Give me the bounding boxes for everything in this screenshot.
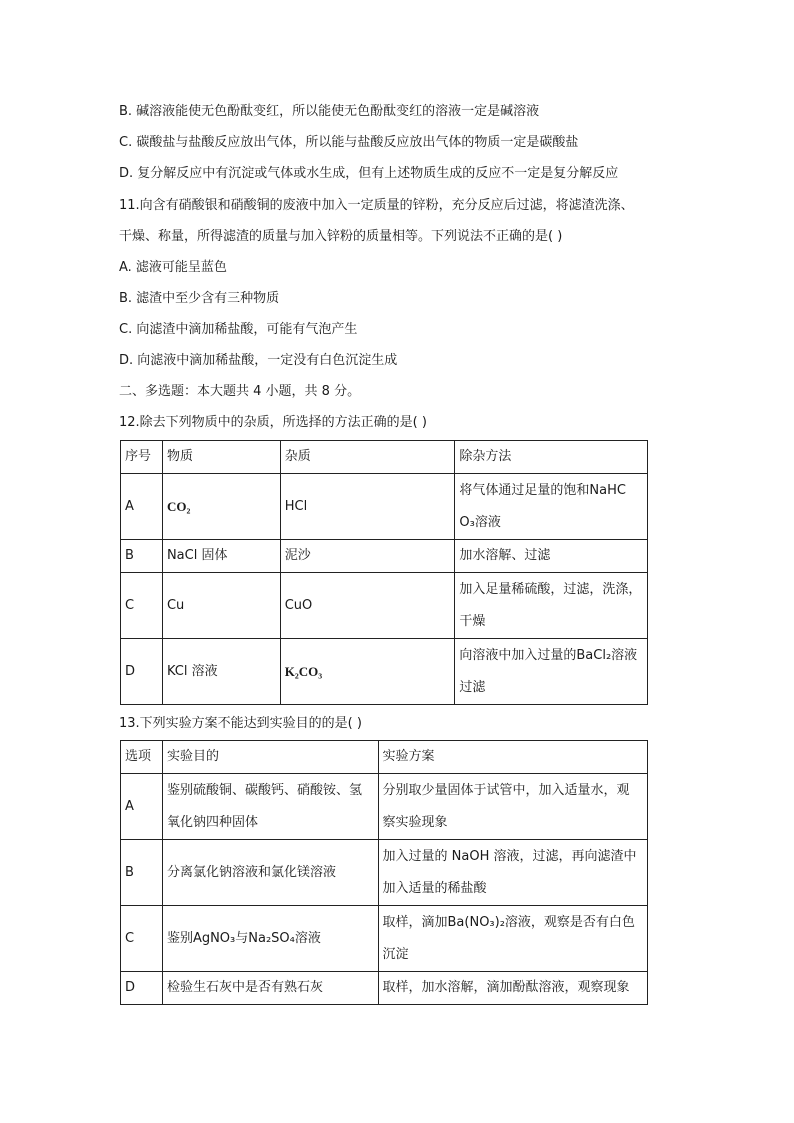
table-row: [121, 906, 648, 972]
option-id: A: [121, 474, 163, 540]
q10-option-c: C. 碳酸盐与盐酸反应放出气体，所以能与盐酸反应放出气体的物质一定是碳酸盐: [119, 135, 579, 150]
table-row: [121, 474, 648, 540]
section-heading: 二、多选题：本大题共 4 小题，共 8 分。: [119, 384, 361, 399]
method-line: 向溶液中加入过量的BaCl₂溶液: [459, 647, 638, 663]
header-cell: 选项: [121, 741, 163, 774]
impurity-cell: 泥沙: [280, 540, 455, 573]
q12-table: [120, 440, 648, 705]
impurity-cell: CuO: [280, 573, 455, 639]
header-cell: 杂质: [280, 441, 455, 474]
q11-option-d: D. 向滤液中滴加稀盐酸，一定没有白色沉淀生成: [119, 353, 398, 368]
substance-cell: CO₂: [162, 474, 280, 540]
table-header-row: [121, 741, 648, 774]
substance-cell: KCl 溶液: [162, 639, 280, 705]
plan-cell: [378, 840, 647, 906]
substance-cell: Cu: [162, 573, 280, 639]
q10-option-b: B. 碱溶液能使无色酚酞变红，所以能使无色酚酞变红的溶液一定是碱溶液: [119, 104, 540, 119]
header-cell: 除杂方法: [455, 441, 648, 474]
method-line: 干燥: [459, 613, 486, 629]
table-row: [121, 774, 648, 840]
substance-cell: NaCl 固体: [162, 540, 280, 573]
plan-cell: [378, 906, 647, 972]
impurity-cell: HCl: [280, 474, 455, 540]
q11-option-b: B. 滤渣中至少含有三种物质: [119, 291, 280, 306]
method-line: 过滤: [459, 679, 486, 695]
goal-cell: [162, 774, 378, 840]
q11-option-a: A. 滤液可能呈蓝色: [119, 260, 227, 275]
q10-option-d: D. 复分解反应中有沉淀或气体或水生成，但有上述物质生成的反应不一定是复分解反应: [119, 166, 619, 181]
option-id: D: [121, 972, 163, 1005]
q11-stem-line2: 干燥、称量，所得滤渣的质量与加入锌粉的质量相等。下列说法不正确的是( ): [119, 229, 563, 244]
goal-cell: 分离氯化钠溶液和氯化镁溶液: [162, 840, 378, 906]
q11-stem-line1: 11.向含有硝酸银和硝酸铜的废液中加入一定质量的锌粉，充分反应后过滤，将滤渣洗涤、: [119, 198, 634, 213]
method-line: 将气体通过足量的饱和NaHC: [459, 482, 626, 498]
option-id: A: [121, 774, 163, 840]
plan-cell: [378, 774, 647, 840]
goal-cell: 鉴别AgNO₃与Na₂SO₄溶液: [162, 906, 378, 972]
table-row: [121, 639, 648, 705]
header-cell: 实验目的: [162, 741, 378, 774]
table-row: [121, 573, 648, 639]
method-cell: [455, 573, 648, 639]
option-id: D: [121, 639, 163, 705]
q13-table: [120, 740, 648, 1005]
plan-line: 察实验现象: [382, 814, 448, 830]
plan-line: 加入过量的 NaOH 溶液，过滤，再向滤渣中: [382, 848, 637, 864]
goal-line: 氧化钠四种固体: [166, 814, 258, 830]
header-cell: 序号: [121, 441, 163, 474]
q13-stem: 13.下列实验方案不能达到实验目的的是( ): [119, 716, 362, 731]
table-row: [121, 972, 648, 1005]
plan-line: 分别取少量固体于试管中，加入适量水，观: [382, 782, 630, 798]
header-cell: 物质: [162, 441, 280, 474]
option-id: C: [121, 573, 163, 639]
method-cell: 加水溶解、过滤: [455, 540, 648, 573]
impurity-cell: K₂CO₃: [280, 639, 455, 705]
q12-stem: 12.除去下列物质中的杂质，所选择的方法正确的是( ): [119, 415, 427, 430]
method-line: O₃溶液: [459, 514, 501, 530]
header-cell: 实验方案: [378, 741, 647, 774]
option-id: B: [121, 540, 163, 573]
plan-line: 取样，滴加Ba(NO₃)₂溶液，观察是否有白色: [382, 914, 635, 930]
goal-line: 鉴别硫酸铜、碳酸钙、硝酸铵、氢: [166, 782, 362, 798]
table-row: [121, 540, 648, 573]
table-header-row: [121, 441, 648, 474]
plan-line: 加入适量的稀盐酸: [382, 880, 487, 896]
q11-option-c: C. 向滤渣中滴加稀盐酸，可能有气泡产生: [119, 322, 358, 337]
plan-cell: 取样，加水溶解，滴加酚酞溶液，观察现象: [378, 972, 647, 1005]
method-cell: [455, 474, 648, 540]
goal-cell: 检验生石灰中是否有熟石灰: [162, 972, 378, 1005]
option-id: C: [121, 906, 163, 972]
option-id: B: [121, 840, 163, 906]
table-row: [121, 840, 648, 906]
method-line: 加入足量稀硫酸，过滤，洗涤，: [459, 581, 642, 597]
plan-line: 沉淀: [382, 946, 409, 962]
method-cell: [455, 639, 648, 705]
